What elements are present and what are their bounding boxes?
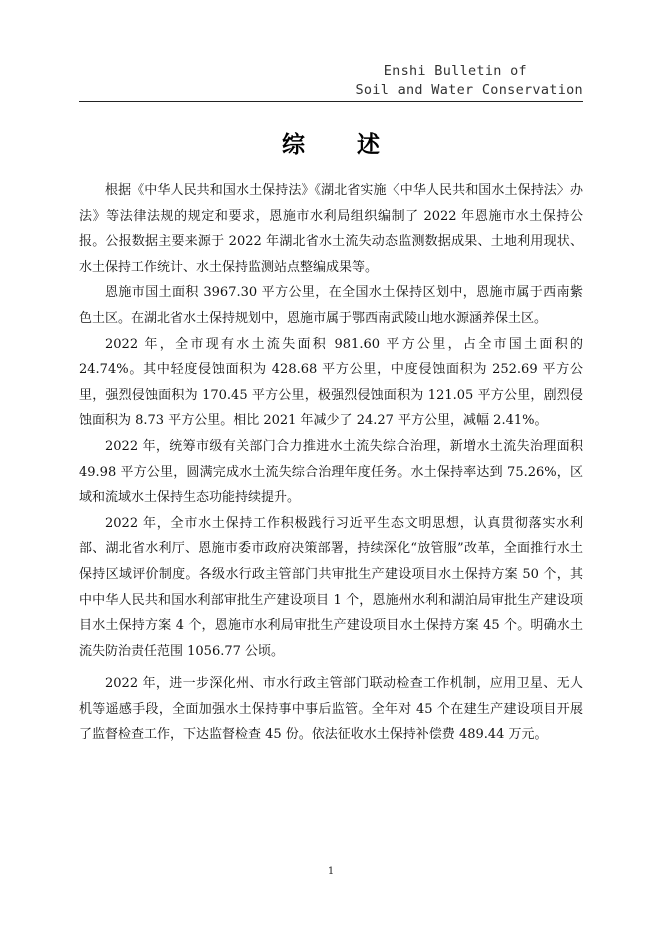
paragraph-supervision: 2022 年，进一步深化州、市水行政主管部门联动检查工作机制，应用卫星、无人机等遥感手段，全面加强水土保持事中事后监管。全年对 45 个在建生产建设项目开展了监督检查工作，下达监督检查 45 份。依法征收水土保持补偿费 489.44 万元。 [79,676,583,743]
paragraph-erosion: 2022 年，全市现有水土流失面积 981.60 平方公里，占全市国土面积的 24.74%。其中轻度侵蚀面积为 428.68 平方公里，中度侵蚀面积为 252.69 平方公里，强烈侵蚀面积为 170.45 平方公里，极强烈侵蚀面积为 121.05 平方公里，剧烈侵蚀面积为 8.73 平方公里。相比 2021 年减少了 24.27 平方公里，减幅 2.41%。 [79,336,583,429]
bulletin-header [355,62,583,100]
paragraph-approval: 2022 年，全市水土保持工作积极践行习近平生态文明思想，认真贯彻落实水利部、湖北省水利厅、恩施市委市政府决策部署，持续深化“放管服”改革，全面推行水土保持区域评价制度。各级水行政主管部门共审批生产建设项目水土保持方案 50 个，其中中华人民共和国水利部审批生产建设项目 1 个，恩施州水利和湖泊局审批生产建设项目水土保持方案 4 个，恩施市水利局审批生产建设项目水土保持方案 45 个。明确水土流失防治责任范围 1056.77 公顷。 [79,515,583,659]
body-text [79,178,583,748]
header-line-1: Enshi Bulletin of [383,63,527,79]
page-number: 1 [327,866,335,877]
paragraph-treatment: 2022 年，统筹市级有关部门合力推进水土流失综合治理，新增水土流失治理面积 49.98 平方公里，圆满完成水土流失综合治理年度任务。水土保持率达到 75.26%，区域和流域水土保持生态功能持续提升。 [79,438,583,506]
paragraph-area: 恩施市国土面积 3967.30 平方公里，在全国水土保持区划中，恩施市属于西南紫色土区。在湖北省水土保持规划中，恩施市属于鄂西南武陵山地水源涵养保土区。 [79,285,583,326]
header-line-2: Soil and Water Conservation [355,82,583,98]
paragraph-intro: 根据《中华人民共和国水土保持法》《湖北省实施〈中华人民共和国水土保持法〉办法》等法律法规的规定和要求，恩施市水利局组织编制了 2022 年恩施市水土保持公报。公报数据主要来源于 2022 年湖北省水土流失动态监测数据成果、土地利用现状、水土保持工作统计、水土保持监测站点整编成果等。 [79,183,583,275]
page-title: 综 述 [281,132,402,158]
header-divider [79,101,583,102]
